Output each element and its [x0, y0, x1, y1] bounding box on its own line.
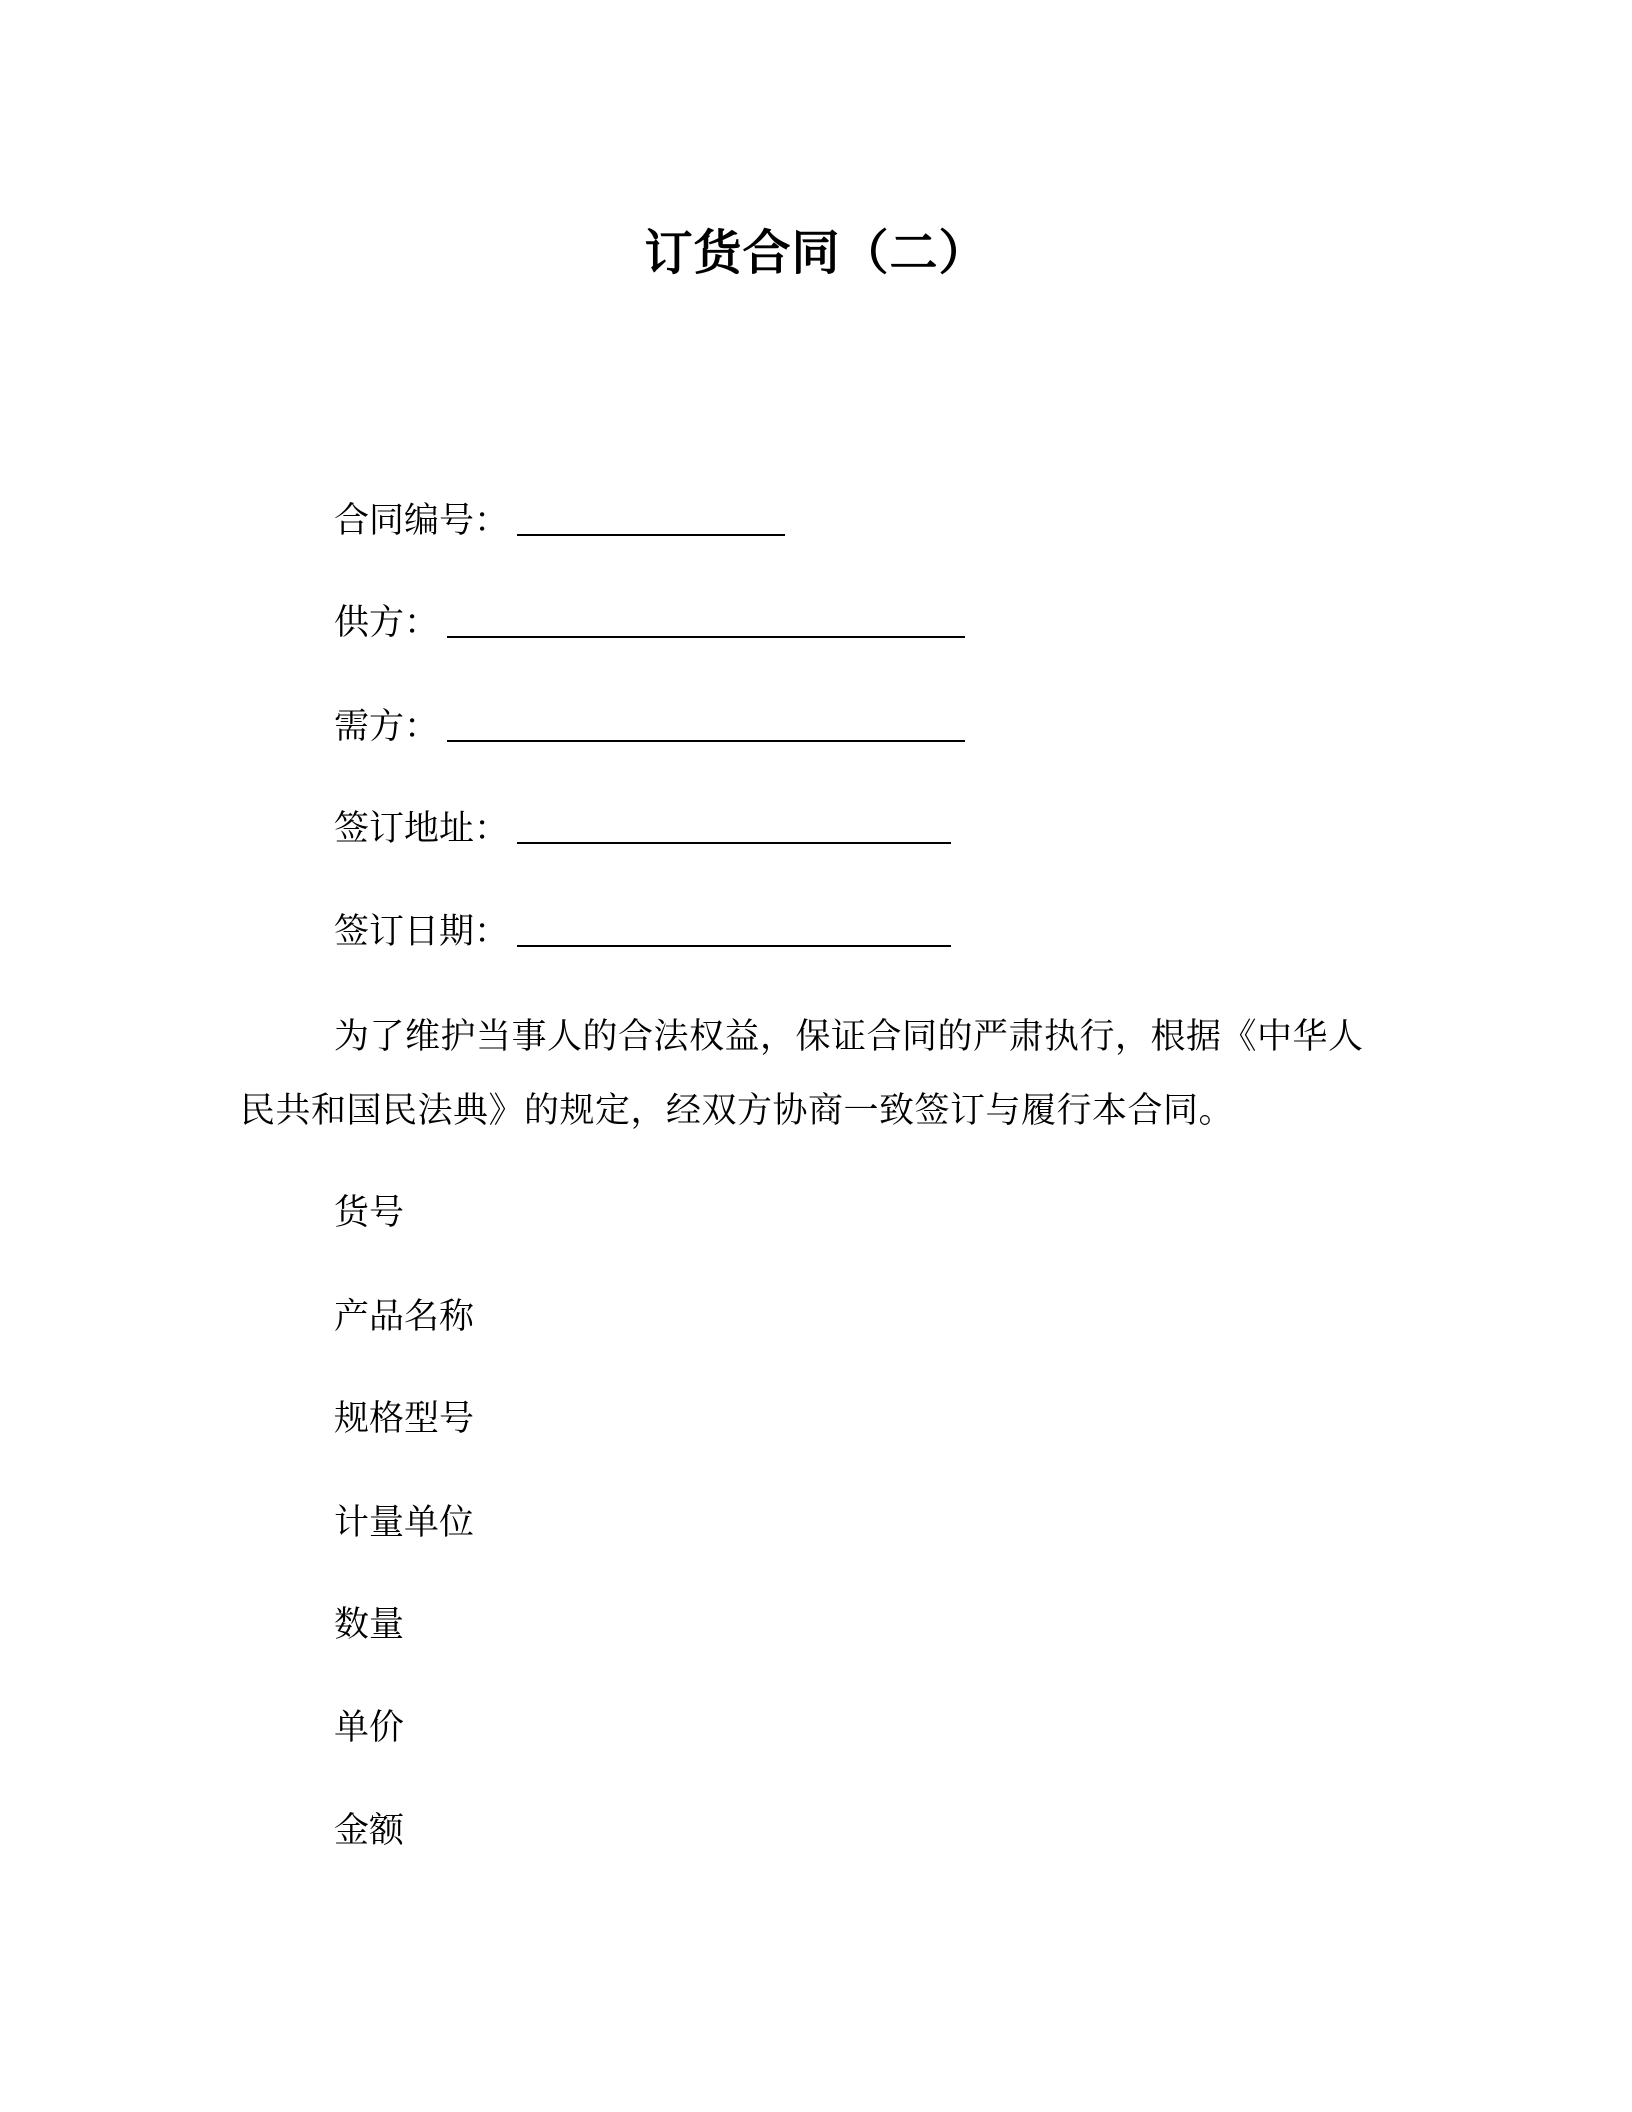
supplier-label: 供方：	[334, 603, 440, 643]
signing-date-label: 签订日期：	[334, 912, 510, 952]
item-label: 金额	[334, 1811, 405, 1851]
buyer-label: 需方：	[334, 707, 440, 747]
signing-date-field	[334, 909, 951, 955]
item-label: 计量单位	[334, 1503, 475, 1543]
signing-address-label: 签订地址：	[334, 809, 510, 849]
contract-number-blank[interactable]	[517, 508, 785, 536]
buyer-field	[334, 704, 965, 750]
item-label: 数量	[334, 1605, 405, 1645]
supplier-blank[interactable]	[447, 610, 965, 638]
intro-paragraph: 为了维护当事人的合法权益，保证合同的严肃执行，根据《中华人民共和国民法典》的规定，经双方协商一致签订与履行本合同。	[240, 1017, 1364, 1131]
item-label: 单价	[334, 1708, 405, 1748]
item-label: 货号	[334, 1193, 405, 1233]
contract-number-field	[334, 498, 785, 544]
item-label: 产品名称	[334, 1297, 475, 1337]
supplier-field	[334, 600, 965, 646]
signing-address-blank[interactable]	[517, 816, 951, 844]
document-title: 订货合同（二）	[644, 225, 988, 281]
contract-number-label: 合同编号：	[334, 501, 510, 541]
signing-address-field	[334, 806, 951, 852]
item-label: 规格型号	[334, 1399, 475, 1439]
signing-date-blank[interactable]	[517, 919, 951, 947]
buyer-blank[interactable]	[447, 714, 965, 742]
